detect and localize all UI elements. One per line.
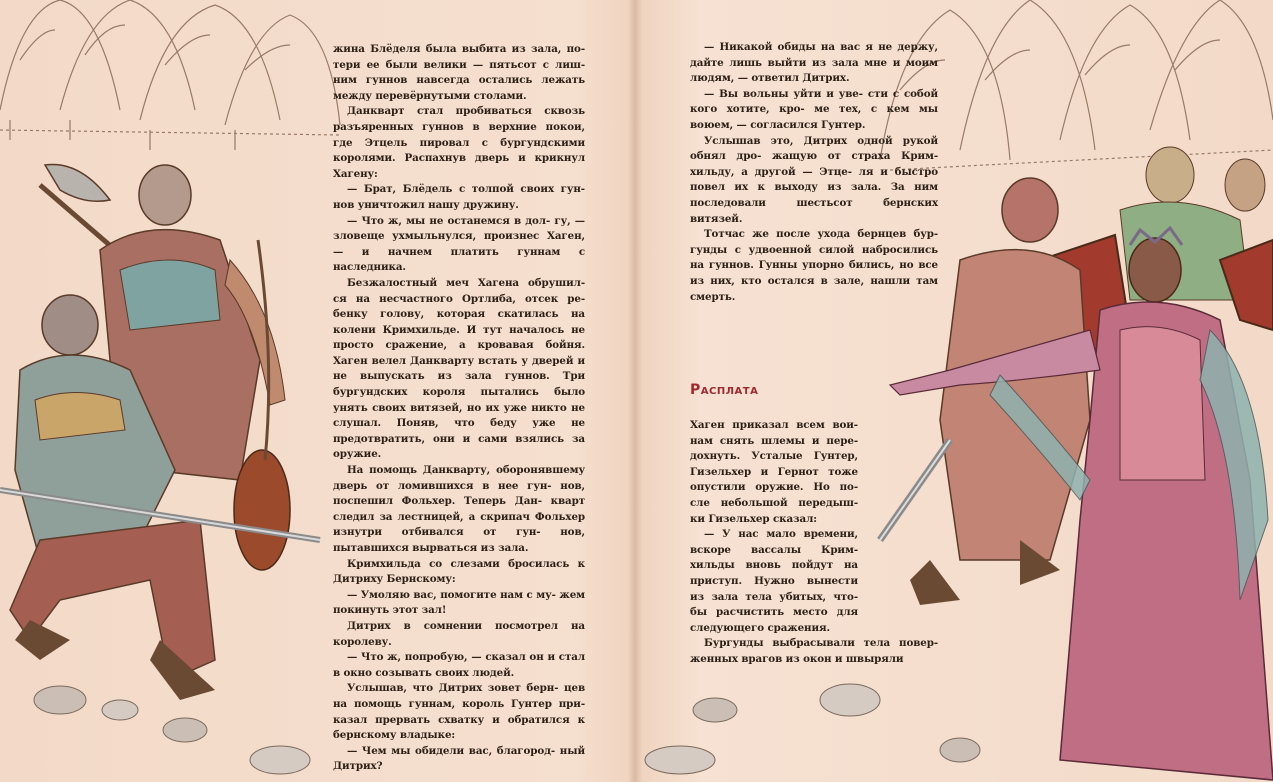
paragraph: Бургунды выбрасывали тела повер- женных врагов из окон и швыряли xyxy=(690,637,938,665)
section-heading: Расплата xyxy=(690,382,759,398)
paragraph: — Вы вольны уйти и уве- сти с собой кого хотите, кро- ме тех, с кем мы воюем, — согласился Гунтер. xyxy=(690,87,938,131)
right-page-tail-text xyxy=(690,636,938,667)
paragraph: Хаген приказал всем вои- нам снять шлемы и пере- дохнуть. Усталые Гунтер, Гизельхер и Гернот тоже опустили оружие. Но по- сле небольшой передыш- ки Гизельхер сказал: xyxy=(690,419,858,525)
paragraph: Дитрих в сомнении посмотрел на королеву. xyxy=(333,619,585,648)
gothic-arches-left-illustration xyxy=(0,0,340,150)
paragraph: — Что ж, мы не останемся в дол- гу, — зловеще ухмыльнулся, произнес Хаген, — и начнем платить гуннам с наследника. xyxy=(333,214,585,274)
right-page-section-text xyxy=(690,418,858,636)
paragraph: — Что ж, попробую, — сказал он и стал в окно созывать своих людей. xyxy=(333,651,585,679)
paragraph: Услышав, что Дитрих зовет берн- цев на помощь гуннам, король Гунтер при- казал прервать схватку и обратился к бернскому владыке: xyxy=(333,682,585,742)
warriors-illustration xyxy=(0,164,320,774)
paragraph: жина Блёделя была выбита из зала, по- тери ее были велики — пятьсот с лиш- ним гуннов навсегда остались лежать между перевёрнутыми столами. xyxy=(333,43,585,102)
paragraph: Безжалостный меч Хагена обрушил- ся на несчастного Ортлиба, отсек ре- бенку голову, которая скатилась на колени Кримхильде. И тут началось не просто сражение, а кровавая бойня. Хаген велел Данкварту встать у дверей и не выпускать из зала гуннов. Три бургундских короля пытались было унять своих витязей, но их уже никто не слушал. Поняв, что беду уже не предотвратить, они и сами взялись за оружие. xyxy=(333,276,585,461)
left-page-text-column xyxy=(333,42,585,775)
paragraph: Услышав это, Дитрих одной рукой обнял дро- жащую от страха Крим- хильду, а другой — Этце- ля и быстро повел их к выходу из зала. За ним последовали шестьсот бернских витязей. xyxy=(690,134,938,225)
right-page-text-column xyxy=(690,40,938,305)
paragraph: — У нас мало времени, вскоре вассалы Крим- хильды вновь пойдут на приступ. Нужно вынести из зала тела убитых, что- бы расчистить место для следующего сражения. xyxy=(690,528,858,634)
paragraph: На помощь Данкварту, оборонявшему дверь от ломившихся в нее гун- нов, поспешил Фольхер. Теперь Дан- кварт следил за лестницей, а скрипач Фольхер изнутри отбивался от гун- нов, пытавшихся вырваться из зала. xyxy=(333,464,585,554)
paragraph: — Никакой обиды на вас я не держу, дайте лишь выйти из зала мне и моим людям, — ответил Дитрих. xyxy=(690,41,938,85)
paragraph: Тотчас же после ухода бернцев бур- гунды с удвоенной силой набросились на гуннов. Гунны упорно бились, но все из них, кто остался в зале, нашли там смерть. xyxy=(690,228,938,303)
paragraph: Данкварт стал пробиваться сквозь разъяренных гуннов в верхние покои, где Этцель пировал с бургундскими королями. Распахнув дверь и крикнул Хагену: xyxy=(333,105,585,180)
paragraph: — Чем мы обидели вас, благород- ный Дитрих? xyxy=(333,744,585,773)
paragraph: — Умоляю вас, помогите нам с му- жем покинуть этот зал! xyxy=(333,588,585,617)
gothic-arches-right-illustration xyxy=(880,0,1273,170)
paragraph: — Брат, Блёдель с толпой своих гун- нов уничтожил нашу дружину. xyxy=(333,183,585,211)
book-gutter xyxy=(628,0,642,782)
paragraph: Кримхильда со слезами бросилась к Дитриху Бернскому: xyxy=(333,557,585,586)
